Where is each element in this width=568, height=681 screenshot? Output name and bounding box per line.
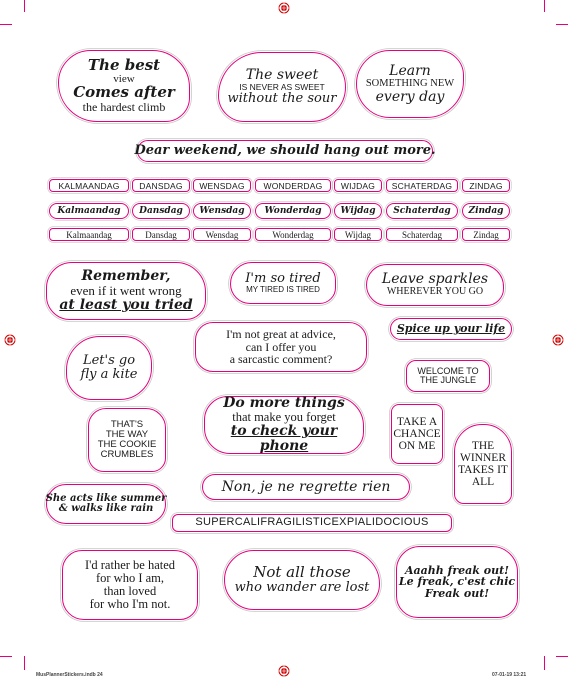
day-sticker[interactable]: Schaterdag xyxy=(386,203,458,219)
day-sticker[interactable]: Zindag xyxy=(462,228,510,241)
sticker-wander[interactable] xyxy=(224,550,380,610)
sticker-chance[interactable] xyxy=(391,404,443,464)
sticker-line: who wander are lost xyxy=(234,580,370,596)
sticker-spice[interactable] xyxy=(390,318,512,340)
sticker-line: I'm not great at advice, xyxy=(226,327,336,342)
crop-mark xyxy=(556,656,568,657)
sticker-summer[interactable] xyxy=(46,484,166,524)
sticker-line: I'd rather be hated xyxy=(84,557,176,572)
crop-mark xyxy=(24,0,25,12)
sticker-line: & walks like rain xyxy=(58,503,154,514)
crop-mark xyxy=(24,656,25,670)
sticker-line: CHANCE xyxy=(393,427,441,440)
sticker-line: Spice up your life xyxy=(396,322,506,336)
sticker-fly[interactable] xyxy=(66,336,152,400)
sticker-line: THAT'S xyxy=(110,419,144,431)
sticker-line: Comes after xyxy=(73,83,175,102)
sticker-line: I'm so tired xyxy=(245,270,321,286)
sticker-line: THE xyxy=(471,439,495,452)
sticker-remember[interactable] xyxy=(46,262,206,320)
sticker-line: IS NEVER AS SWEET xyxy=(239,82,325,93)
sticker-line: even if it went wrong xyxy=(70,283,182,299)
sticker-cookie[interactable] xyxy=(88,408,166,472)
crop-mark xyxy=(556,24,568,25)
sticker-supercal[interactable] xyxy=(172,514,452,532)
sticker-freak[interactable] xyxy=(396,546,518,618)
sticker-line: than loved xyxy=(103,584,157,598)
day-sticker[interactable]: Kalmaandag xyxy=(49,203,129,219)
day-sticker[interactable]: WIJDAG xyxy=(334,179,382,192)
day-sticker[interactable]: Wijdag xyxy=(334,203,382,219)
registration-mark-right xyxy=(552,334,564,346)
sticker-line: THE JUNGLE xyxy=(419,375,476,385)
day-sticker[interactable]: Zindag xyxy=(462,203,510,219)
sticker-line: TAKE A xyxy=(396,415,438,428)
sticker-line: Let's go xyxy=(82,353,136,369)
sticker-line: to check your phone xyxy=(230,423,338,454)
sticker-line: TAKES IT xyxy=(458,464,508,476)
sticker-line: ON ME xyxy=(398,440,436,453)
sticker-line: a sarcastic comment? xyxy=(229,352,333,367)
sticker-line: Remember, xyxy=(81,268,171,285)
sticker-line: Leave sparkles xyxy=(381,271,489,288)
sticker-line: for who I'm not. xyxy=(89,597,171,612)
registration-mark-left xyxy=(4,334,16,346)
day-sticker[interactable]: WENSDAG xyxy=(193,179,251,192)
sticker-line: without the sour xyxy=(227,90,337,106)
day-sticker[interactable]: Wensdag xyxy=(193,228,251,241)
day-sticker[interactable]: Wensdag xyxy=(193,203,251,219)
sticker-sparkles[interactable] xyxy=(366,264,504,306)
sticker-line: WELCOME TO xyxy=(417,365,479,376)
sticker-line: WHEREVER YOU GO xyxy=(386,286,484,298)
sticker-tired[interactable] xyxy=(230,262,336,304)
sticker-things[interactable] xyxy=(204,396,364,454)
sticker-line: at least you tried xyxy=(59,296,193,313)
sticker-line: The best xyxy=(87,56,161,75)
day-sticker[interactable]: Wijdag xyxy=(334,228,382,241)
sticker-best-view[interactable] xyxy=(58,50,190,122)
sticker-line: Non, je ne regrette rien xyxy=(221,478,391,495)
sticker-line: The sweet xyxy=(245,67,319,84)
sticker-line: Freak out! xyxy=(424,586,490,600)
sticker-line: THE COOKIE xyxy=(97,439,157,450)
registration-mark-bottom xyxy=(278,665,290,677)
sticker-line: every day xyxy=(375,88,445,105)
sticker-hated[interactable] xyxy=(62,550,198,620)
day-sticker[interactable]: Dansdag xyxy=(132,203,190,219)
sticker-line: Le freak, c'est chic xyxy=(398,575,516,589)
day-sticker[interactable]: Wonderdag xyxy=(255,228,331,241)
day-sticker[interactable]: ZINDAG xyxy=(462,179,510,192)
sticker-line: Learn xyxy=(389,62,431,79)
sticker-line: Dear weekend, we should hang out more. xyxy=(134,143,436,159)
sticker-line: SOMETHING NEW xyxy=(365,78,455,90)
sticker-advice[interactable] xyxy=(195,322,367,372)
day-sticker[interactable]: SCHATERDAG xyxy=(386,179,458,192)
day-sticker[interactable]: Wonderdag xyxy=(255,203,331,219)
day-sticker[interactable]: Schaterdag xyxy=(386,228,458,241)
day-sticker[interactable]: KALMAANDAG xyxy=(49,179,129,192)
sticker-weekend[interactable] xyxy=(134,140,436,162)
sticker-line: WINNER xyxy=(460,451,506,464)
sticker-line: for who I am, xyxy=(95,570,165,585)
sticker-line: Aaahh freak out! xyxy=(405,563,509,577)
day-sticker[interactable]: WONDERDAG xyxy=(255,179,331,192)
sticker-regrette[interactable] xyxy=(202,474,410,500)
sticker-winner[interactable] xyxy=(454,424,512,504)
crop-mark xyxy=(0,24,12,25)
sticker-line: that make you forget xyxy=(232,410,336,425)
sticker-line: the hardest climb xyxy=(82,100,166,115)
sticker-line: CRUMBLES xyxy=(100,448,154,460)
sticker-jungle[interactable] xyxy=(406,360,490,392)
sticker-learn[interactable] xyxy=(356,50,464,118)
registration-mark-top xyxy=(278,2,290,14)
sticker-line: MY TIRED IS TIRED xyxy=(246,284,320,294)
sticker-line: THE WAY xyxy=(105,429,149,441)
sticker-line: can I offer you xyxy=(245,339,317,354)
sticker-line: She acts like summer xyxy=(45,492,167,504)
crop-mark xyxy=(544,656,545,670)
footer-date: 07-01-19 13:21 xyxy=(492,672,527,678)
sticker-line: view xyxy=(113,72,135,85)
footer-filename: MusPlannerStickers.indb 24 xyxy=(36,672,103,678)
sticker-line: Do more things xyxy=(223,395,345,412)
crop-mark xyxy=(544,0,545,12)
sticker-line: SUPERCALIFRAGILISTICEXPIALIDOCIOUS xyxy=(195,516,429,529)
day-sticker[interactable]: Dansdag xyxy=(132,228,190,241)
sticker-line: Not all those xyxy=(253,563,351,582)
sticker-line: fly a kite xyxy=(80,367,138,382)
day-sticker[interactable]: Kalmaandag xyxy=(49,228,129,241)
crop-mark xyxy=(0,656,12,657)
sticker-sweet[interactable] xyxy=(218,52,346,122)
sticker-line: ALL xyxy=(471,476,495,489)
day-sticker[interactable]: DANSDAG xyxy=(132,179,190,192)
